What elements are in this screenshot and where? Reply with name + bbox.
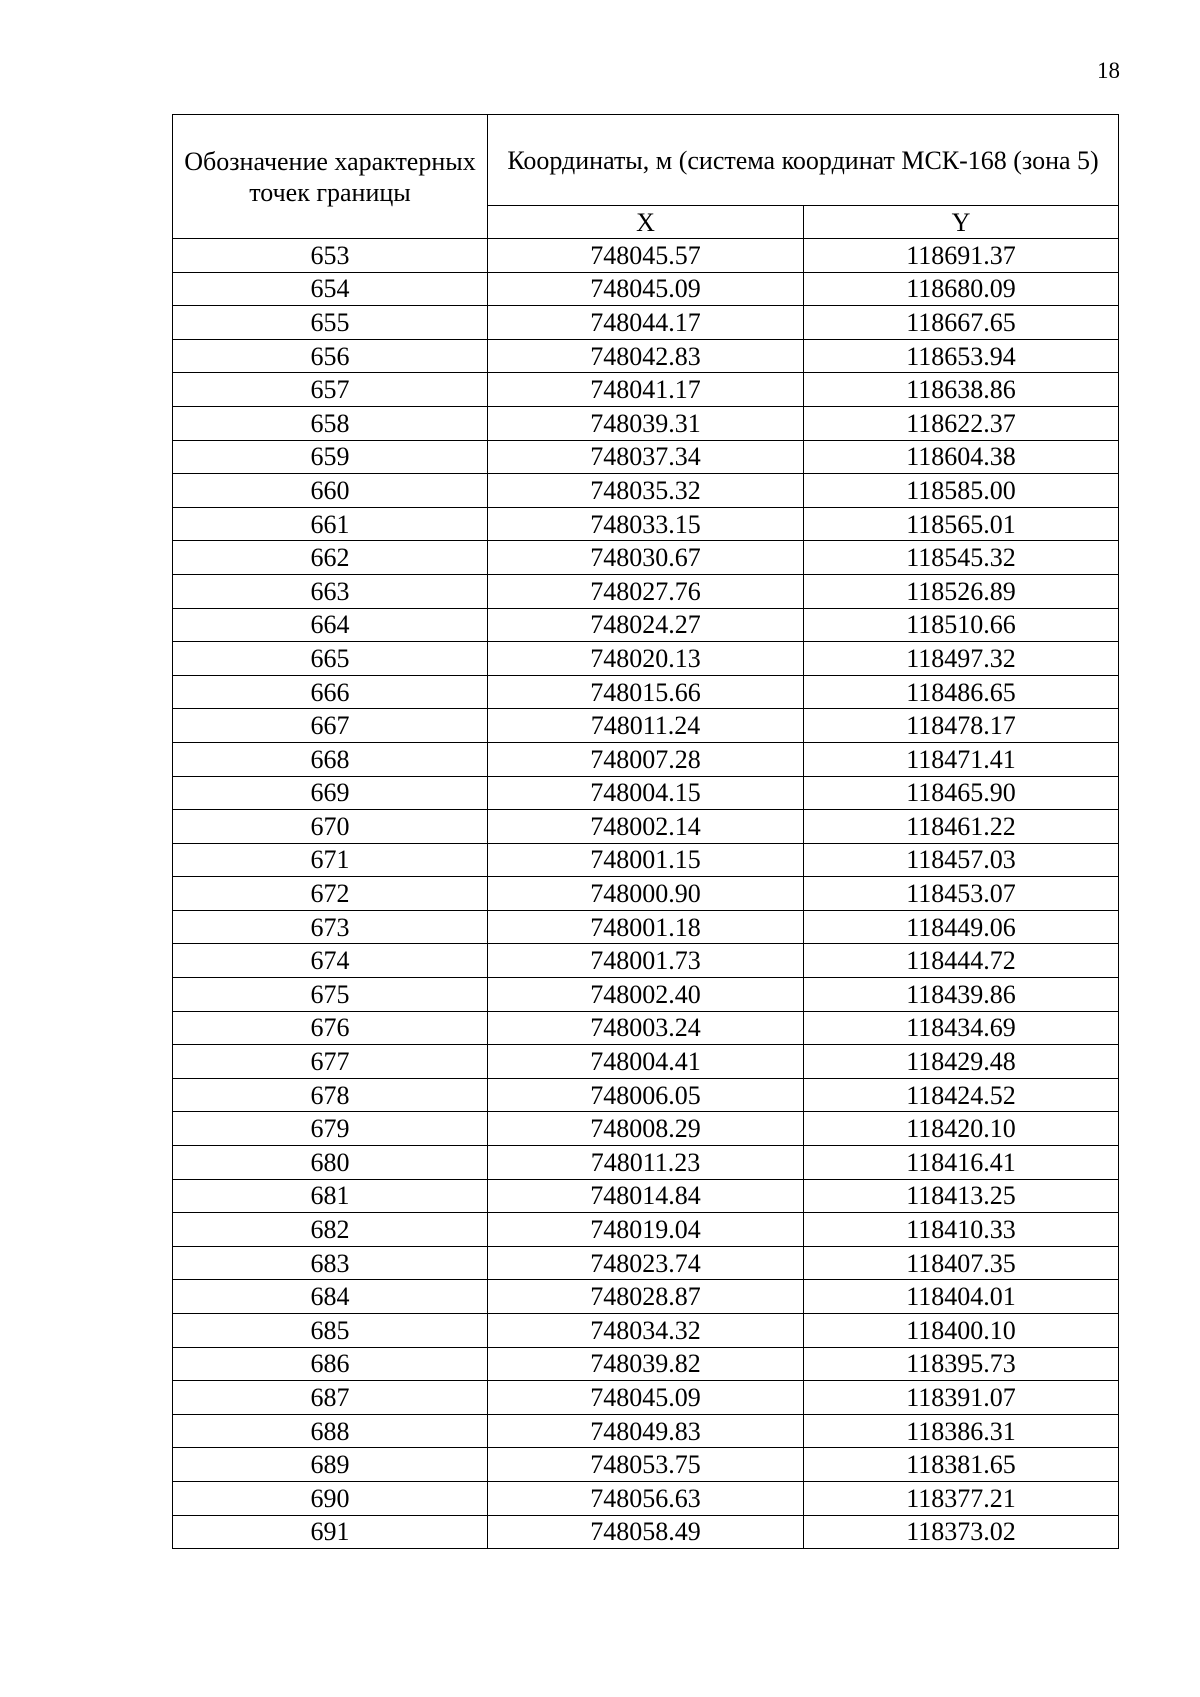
point-number-cell: 653 xyxy=(173,239,488,273)
point-number-cell: 670 xyxy=(173,810,488,844)
y-coordinate-cell: 118465.90 xyxy=(804,776,1119,810)
point-number-cell: 684 xyxy=(173,1280,488,1314)
point-label-header: Обозначение характерных точек границы xyxy=(173,115,488,239)
table-row xyxy=(173,239,1119,273)
point-number-cell: 676 xyxy=(173,1011,488,1045)
point-number-cell: 672 xyxy=(173,877,488,911)
y-coordinate-cell: 118386.31 xyxy=(804,1414,1119,1448)
table-row xyxy=(173,541,1119,575)
table-row xyxy=(173,1414,1119,1448)
y-coordinate-cell: 118510.66 xyxy=(804,608,1119,642)
x-coordinate-cell: 748035.32 xyxy=(488,474,804,508)
point-number-cell: 690 xyxy=(173,1481,488,1515)
y-coordinate-cell: 118416.41 xyxy=(804,1146,1119,1180)
y-coordinate-cell: 118449.06 xyxy=(804,910,1119,944)
table-row xyxy=(173,1045,1119,1079)
x-coordinate-cell: 748049.83 xyxy=(488,1414,804,1448)
y-coordinate-cell: 118391.07 xyxy=(804,1381,1119,1415)
point-number-cell: 680 xyxy=(173,1146,488,1180)
y-coordinate-cell: 118395.73 xyxy=(804,1347,1119,1381)
table-row xyxy=(173,1280,1119,1314)
x-coordinate-cell: 748056.63 xyxy=(488,1481,804,1515)
x-coordinate-cell: 748020.13 xyxy=(488,642,804,676)
x-coordinate-cell: 748030.67 xyxy=(488,541,804,575)
y-coordinate-cell: 118478.17 xyxy=(804,709,1119,743)
y-coordinate-cell: 118404.01 xyxy=(804,1280,1119,1314)
y-coordinate-cell: 118461.22 xyxy=(804,810,1119,844)
table-row xyxy=(173,440,1119,474)
table-row xyxy=(173,272,1119,306)
point-number-cell: 673 xyxy=(173,910,488,944)
table-row xyxy=(173,507,1119,541)
y-coordinate-cell: 118381.65 xyxy=(804,1448,1119,1482)
y-coordinate-cell: 118377.21 xyxy=(804,1481,1119,1515)
table-row xyxy=(173,910,1119,944)
x-coordinate-cell: 748024.27 xyxy=(488,608,804,642)
table-row xyxy=(173,944,1119,978)
table-header xyxy=(173,115,1119,239)
point-number-cell: 666 xyxy=(173,675,488,709)
x-coordinate-cell: 748015.66 xyxy=(488,675,804,709)
x-coordinate-cell: 748019.04 xyxy=(488,1213,804,1247)
point-number-cell: 662 xyxy=(173,541,488,575)
point-number-cell: 683 xyxy=(173,1246,488,1280)
y-coordinate-cell: 118413.25 xyxy=(804,1179,1119,1213)
point-number-cell: 661 xyxy=(173,507,488,541)
point-number-cell: 657 xyxy=(173,373,488,407)
point-number-cell: 656 xyxy=(173,339,488,373)
point-number-cell: 671 xyxy=(173,843,488,877)
y-coordinate-cell: 118453.07 xyxy=(804,877,1119,911)
table-row xyxy=(173,1347,1119,1381)
point-number-cell: 658 xyxy=(173,406,488,440)
table-row xyxy=(173,1314,1119,1348)
table-row xyxy=(173,1246,1119,1280)
table-row xyxy=(173,1011,1119,1045)
x-coordinate-cell: 748039.31 xyxy=(488,406,804,440)
table-body xyxy=(173,239,1119,1549)
y-coordinate-cell: 118653.94 xyxy=(804,339,1119,373)
x-coordinate-cell: 748034.32 xyxy=(488,1314,804,1348)
table-row xyxy=(173,1146,1119,1180)
x-coordinate-cell: 748028.87 xyxy=(488,1280,804,1314)
x-coordinate-cell: 748002.14 xyxy=(488,810,804,844)
table-row xyxy=(173,776,1119,810)
table-row xyxy=(173,978,1119,1012)
y-coordinate-cell: 118526.89 xyxy=(804,574,1119,608)
point-number-cell: 679 xyxy=(173,1112,488,1146)
table-row xyxy=(173,642,1119,676)
x-coordinate-cell: 748001.18 xyxy=(488,910,804,944)
x-coordinate-cell: 748045.57 xyxy=(488,239,804,273)
x-coordinate-cell: 748001.15 xyxy=(488,843,804,877)
point-number-cell: 681 xyxy=(173,1179,488,1213)
coordinates-table xyxy=(172,114,1119,1549)
y-coordinate-cell: 118400.10 xyxy=(804,1314,1119,1348)
point-number-cell: 663 xyxy=(173,574,488,608)
x-coordinate-cell: 748011.23 xyxy=(488,1146,804,1180)
y-coordinate-cell: 118691.37 xyxy=(804,239,1119,273)
point-number-cell: 678 xyxy=(173,1078,488,1112)
x-coordinate-cell: 748058.49 xyxy=(488,1515,804,1549)
table-row xyxy=(173,877,1119,911)
table-row xyxy=(173,742,1119,776)
y-coordinate-cell: 118486.65 xyxy=(804,675,1119,709)
point-number-cell: 691 xyxy=(173,1515,488,1549)
x-coordinate-cell: 748004.15 xyxy=(488,776,804,810)
x-coordinate-cell: 748023.74 xyxy=(488,1246,804,1280)
table-row xyxy=(173,608,1119,642)
y-coordinate-cell: 118457.03 xyxy=(804,843,1119,877)
y-coordinate-cell: 118545.32 xyxy=(804,541,1119,575)
x-coordinate-cell: 748053.75 xyxy=(488,1448,804,1482)
y-column-header: Y xyxy=(804,206,1119,239)
page-number: 18 xyxy=(1097,58,1120,83)
x-coordinate-cell: 748044.17 xyxy=(488,306,804,340)
x-coordinate-cell: 748045.09 xyxy=(488,272,804,306)
x-coordinate-cell: 748002.40 xyxy=(488,978,804,1012)
y-coordinate-cell: 118604.38 xyxy=(804,440,1119,474)
table-row xyxy=(173,474,1119,508)
table-row xyxy=(173,1481,1119,1515)
table-row xyxy=(173,1448,1119,1482)
table-row xyxy=(173,1179,1119,1213)
table-row xyxy=(173,574,1119,608)
point-number-cell: 660 xyxy=(173,474,488,508)
x-coordinate-cell: 748041.17 xyxy=(488,373,804,407)
table-row xyxy=(173,709,1119,743)
x-coordinate-cell: 748039.82 xyxy=(488,1347,804,1381)
table-row xyxy=(173,675,1119,709)
y-coordinate-cell: 118373.02 xyxy=(804,1515,1119,1549)
x-coordinate-cell: 748007.28 xyxy=(488,742,804,776)
y-coordinate-cell: 118434.69 xyxy=(804,1011,1119,1045)
point-number-cell: 689 xyxy=(173,1448,488,1482)
point-number-cell: 674 xyxy=(173,944,488,978)
table-row xyxy=(173,843,1119,877)
x-coordinate-cell: 748033.15 xyxy=(488,507,804,541)
y-coordinate-cell: 118680.09 xyxy=(804,272,1119,306)
point-number-cell: 682 xyxy=(173,1213,488,1247)
y-coordinate-cell: 118638.86 xyxy=(804,373,1119,407)
x-coordinate-cell: 748011.24 xyxy=(488,709,804,743)
y-coordinate-cell: 118471.41 xyxy=(804,742,1119,776)
point-number-cell: 668 xyxy=(173,742,488,776)
table-row xyxy=(173,1078,1119,1112)
point-number-cell: 665 xyxy=(173,642,488,676)
x-coordinate-cell: 748000.90 xyxy=(488,877,804,911)
point-number-cell: 659 xyxy=(173,440,488,474)
table-row xyxy=(173,339,1119,373)
point-number-cell: 675 xyxy=(173,978,488,1012)
x-coordinate-cell: 748042.83 xyxy=(488,339,804,373)
y-coordinate-cell: 118410.33 xyxy=(804,1213,1119,1247)
y-coordinate-cell: 118667.65 xyxy=(804,306,1119,340)
x-coordinate-cell: 748037.34 xyxy=(488,440,804,474)
point-number-cell: 685 xyxy=(173,1314,488,1348)
point-number-cell: 688 xyxy=(173,1414,488,1448)
x-coordinate-cell: 748004.41 xyxy=(488,1045,804,1079)
y-coordinate-cell: 118622.37 xyxy=(804,406,1119,440)
point-number-cell: 686 xyxy=(173,1347,488,1381)
table-row xyxy=(173,1515,1119,1549)
table-row xyxy=(173,1381,1119,1415)
y-coordinate-cell: 118424.52 xyxy=(804,1078,1119,1112)
y-coordinate-cell: 118439.86 xyxy=(804,978,1119,1012)
x-coordinate-cell: 748045.09 xyxy=(488,1381,804,1415)
x-coordinate-cell: 748008.29 xyxy=(488,1112,804,1146)
point-number-cell: 687 xyxy=(173,1381,488,1415)
y-coordinate-cell: 118444.72 xyxy=(804,944,1119,978)
point-number-cell: 667 xyxy=(173,709,488,743)
y-coordinate-cell: 118565.01 xyxy=(804,507,1119,541)
table-row xyxy=(173,810,1119,844)
x-coordinate-cell: 748014.84 xyxy=(488,1179,804,1213)
table-row xyxy=(173,1112,1119,1146)
x-column-header: X xyxy=(488,206,804,239)
x-coordinate-cell: 748027.76 xyxy=(488,574,804,608)
point-number-cell: 664 xyxy=(173,608,488,642)
y-coordinate-cell: 118429.48 xyxy=(804,1045,1119,1079)
x-coordinate-cell: 748006.05 xyxy=(488,1078,804,1112)
y-coordinate-cell: 118585.00 xyxy=(804,474,1119,508)
table-row xyxy=(173,1213,1119,1247)
point-number-cell: 677 xyxy=(173,1045,488,1079)
x-coordinate-cell: 748001.73 xyxy=(488,944,804,978)
table-row xyxy=(173,406,1119,440)
table-row xyxy=(173,306,1119,340)
y-coordinate-cell: 118497.32 xyxy=(804,642,1119,676)
table-row xyxy=(173,373,1119,407)
y-coordinate-cell: 118420.10 xyxy=(804,1112,1119,1146)
y-coordinate-cell: 118407.35 xyxy=(804,1246,1119,1280)
point-number-cell: 655 xyxy=(173,306,488,340)
point-number-cell: 669 xyxy=(173,776,488,810)
coordinates-header: Координаты, м (система координат МСК-168 (зона 5) xyxy=(488,115,1119,206)
x-coordinate-cell: 748003.24 xyxy=(488,1011,804,1045)
point-number-cell: 654 xyxy=(173,272,488,306)
